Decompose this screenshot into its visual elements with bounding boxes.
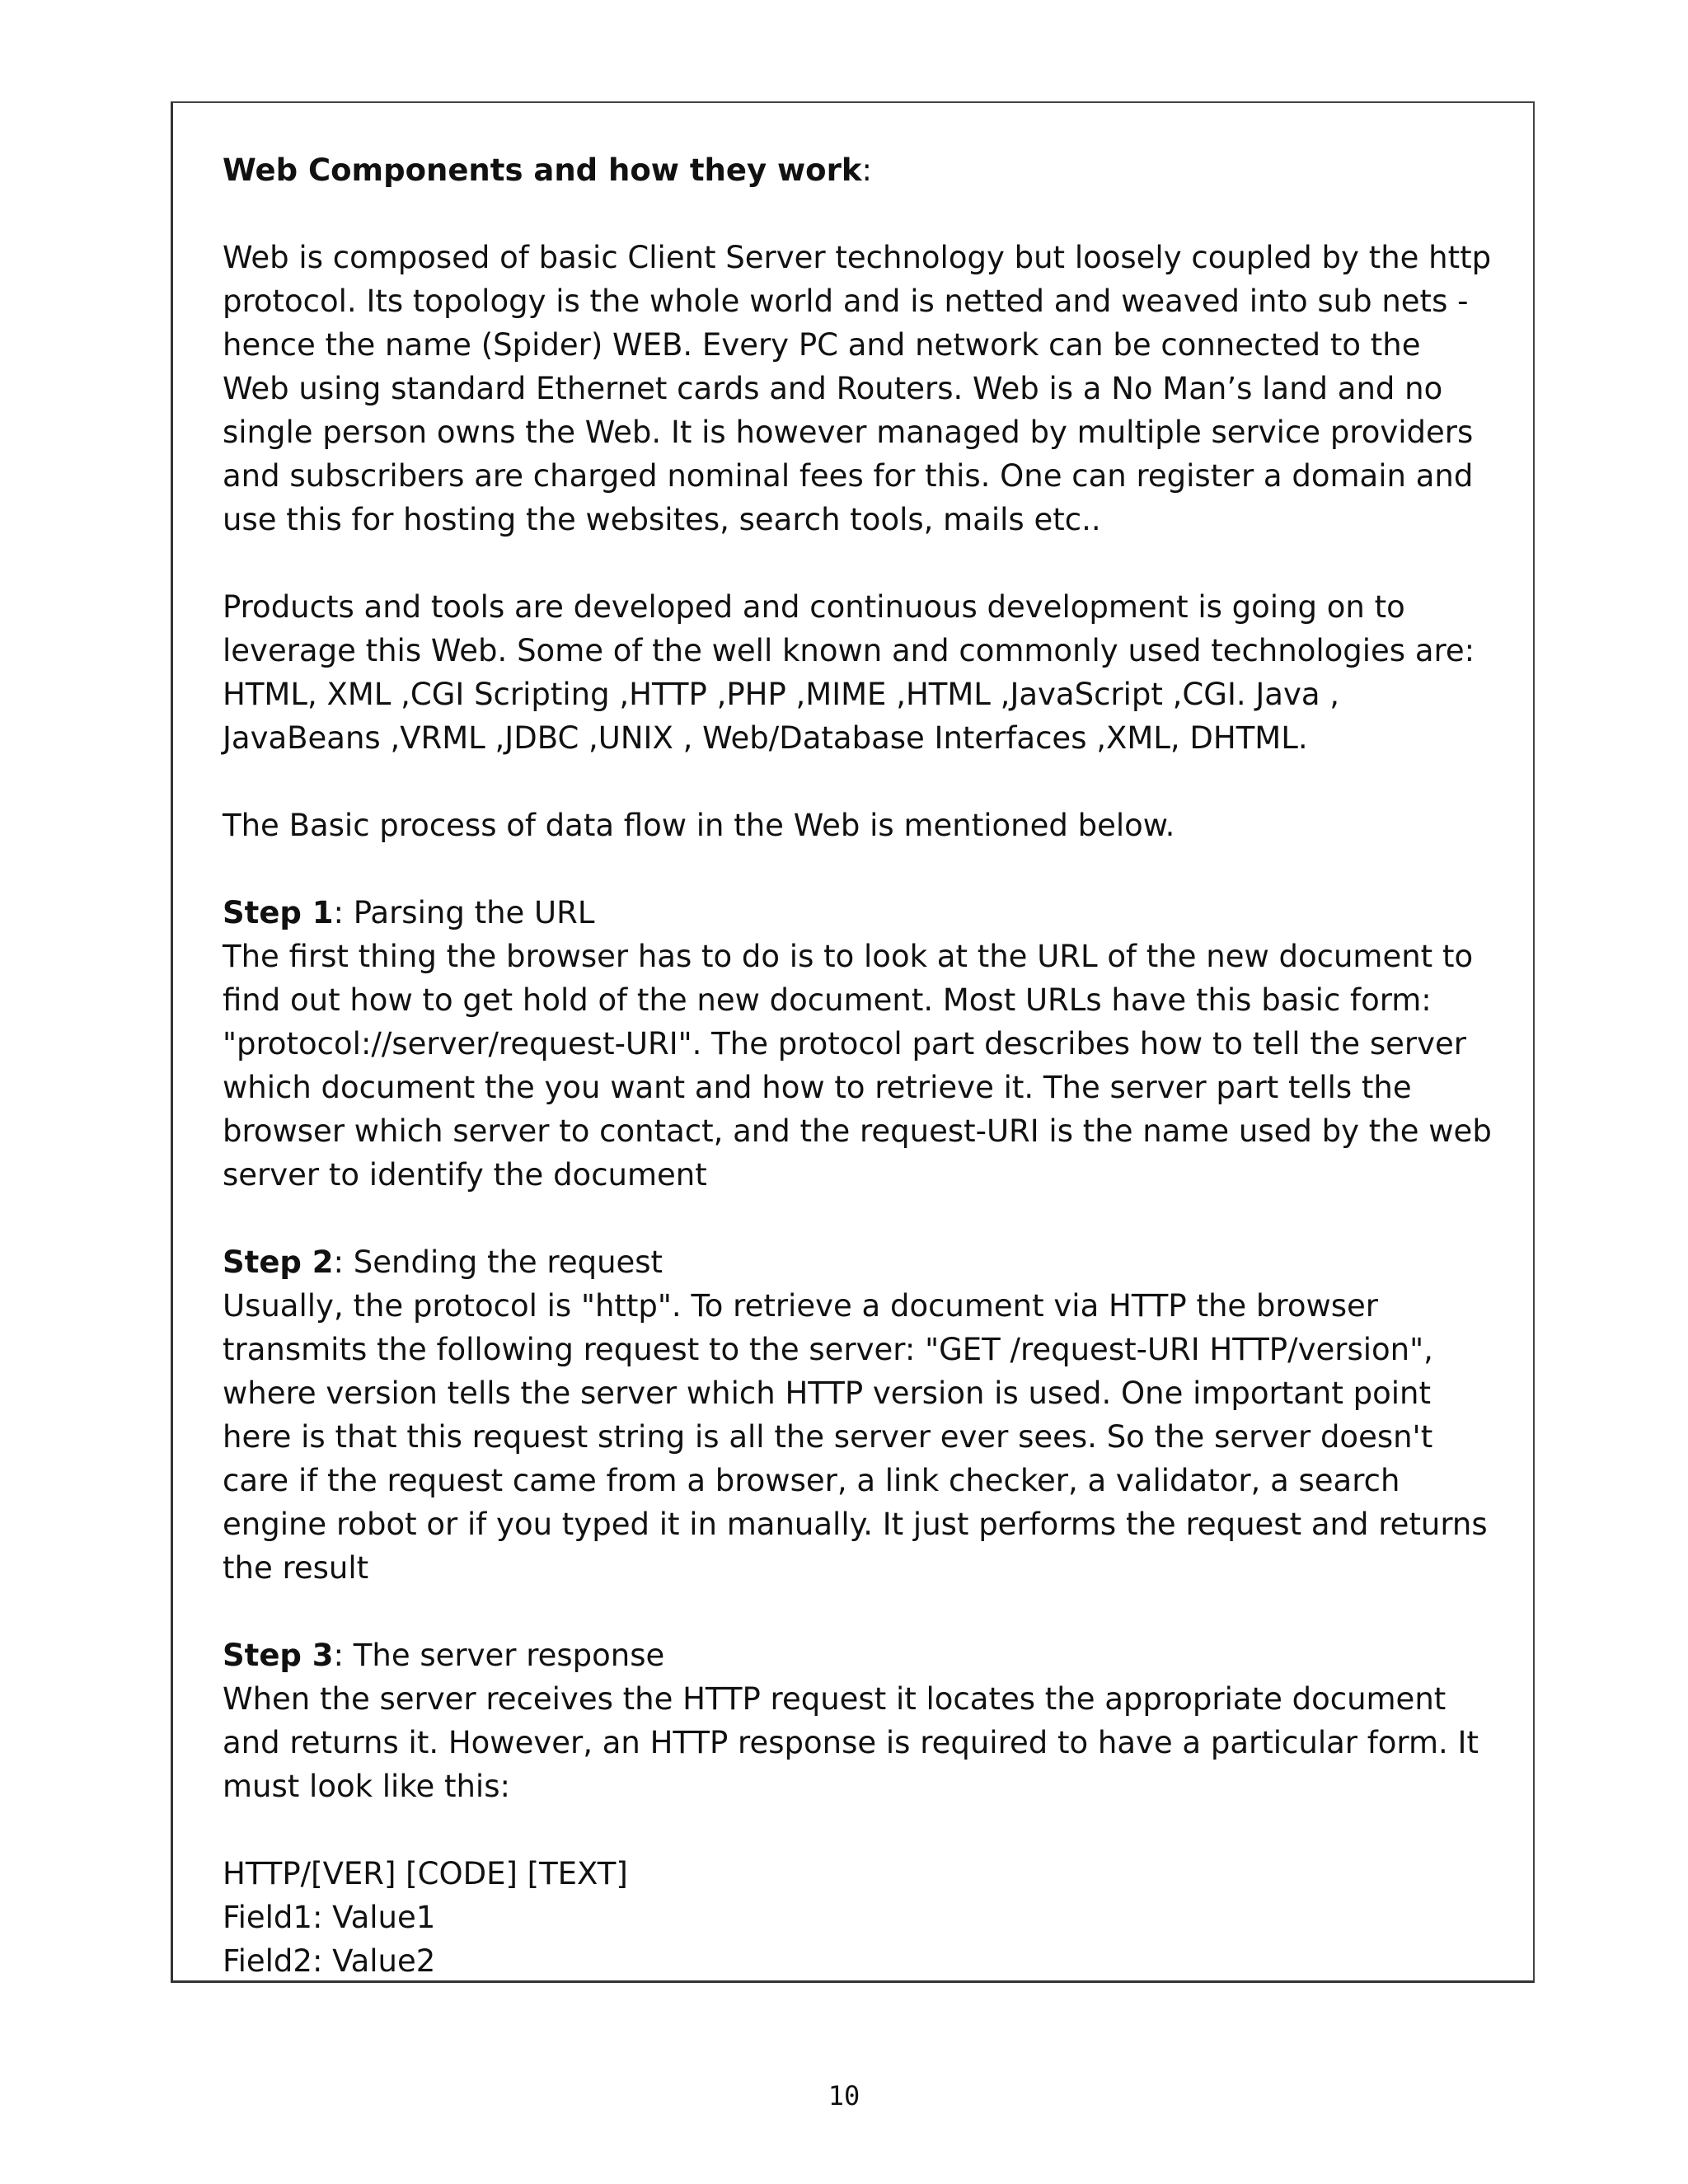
step-2-title: : Sending the request [333, 1244, 663, 1280]
response-field-1: Field1: Value1 [223, 1900, 436, 1935]
paragraph-technologies: Products and tools are developed and continuous development is going on to leverage this Web. Some of the well known and commonly used technologies are: HTML, XML ,CGI Scripting ,HTTP ,PHP ,MIME ,HTML ,JavaScript ,CGI. Java , JavaBeans ,VRML ,JDBC ,UNIX , Web/Database Interfaces ,XML, DHTML. [223, 589, 1475, 756]
section-heading-text: Web Components and how they work [223, 152, 862, 188]
section-heading [223, 148, 1496, 192]
step-3-label: Step 3 [223, 1638, 334, 1673]
step-3-body: When the server receives the HTTP request it locates the appropriate document and returns it. However, an HTTP response is required to have a particular form. It must look like this: [223, 1681, 1479, 1804]
document-body [223, 148, 1496, 1983]
step-2-body: Usually, the protocol is "http". To retrieve a document via HTTP the browser transmits the following request to the server: "GET /request-URI HTTP/version", where version tells the server which HTTP version is used. One important point here is that this request string is all the server ever sees. So the server doesn't care if the request came from a browser, a link checker, a validator, a search engine robot or if you typed it in manually. It just performs the request and returns the result [223, 1288, 1488, 1586]
step-3 [223, 1633, 1496, 1808]
page-number: 10 [828, 2080, 860, 2111]
step-2 [223, 1240, 1496, 1590]
http-response-format [223, 1852, 1496, 1983]
paragraph-data-flow-intro: The Basic process of data flow in the Web is mentioned below. [223, 808, 1175, 843]
response-status-line: HTTP/[VER] [CODE] [TEXT] [223, 1856, 628, 1891]
response-field-2: Field2: Value2 [223, 1943, 436, 1979]
step-2-label: Step 2 [223, 1244, 334, 1280]
step-3-title: : The server response [333, 1638, 665, 1673]
step-3-heading [223, 1633, 1496, 1677]
step-1-body: The first thing the browser has to do is to look at the URL of the new document to find out how to get hold of the new document. Most URLs have this basic form: "protocol://server/request-URI". The protocol part describes how to tell the server which document the you want and how to retrieve it. The server part tells the browser which server to contact, and the request-URI is the name used by the web server to identify the document [223, 939, 1492, 1193]
step-1-label: Step 1 [223, 895, 334, 930]
section-heading-colon: : [861, 152, 872, 188]
step-1 [223, 891, 1496, 1197]
step-1-title: : Parsing the URL [333, 895, 595, 930]
step-1-heading [223, 891, 1496, 935]
step-2-heading [223, 1240, 1496, 1284]
paragraph-web-overview: Web is composed of basic Client Server technology but loosely coupled by the http protocol. Its topology is the whole world and is netted and weaved into sub nets - hence the name (Spider) WEB. Every PC and network can be connected to the Web using standard Ethernet cards and Routers. Web is a No Man’s land and no single person owns the Web. It is however managed by multiple service providers and subscribers are charged nominal fees for this. One can register a domain and use this for hosting the websites, search tools, mails etc.. [223, 240, 1492, 537]
